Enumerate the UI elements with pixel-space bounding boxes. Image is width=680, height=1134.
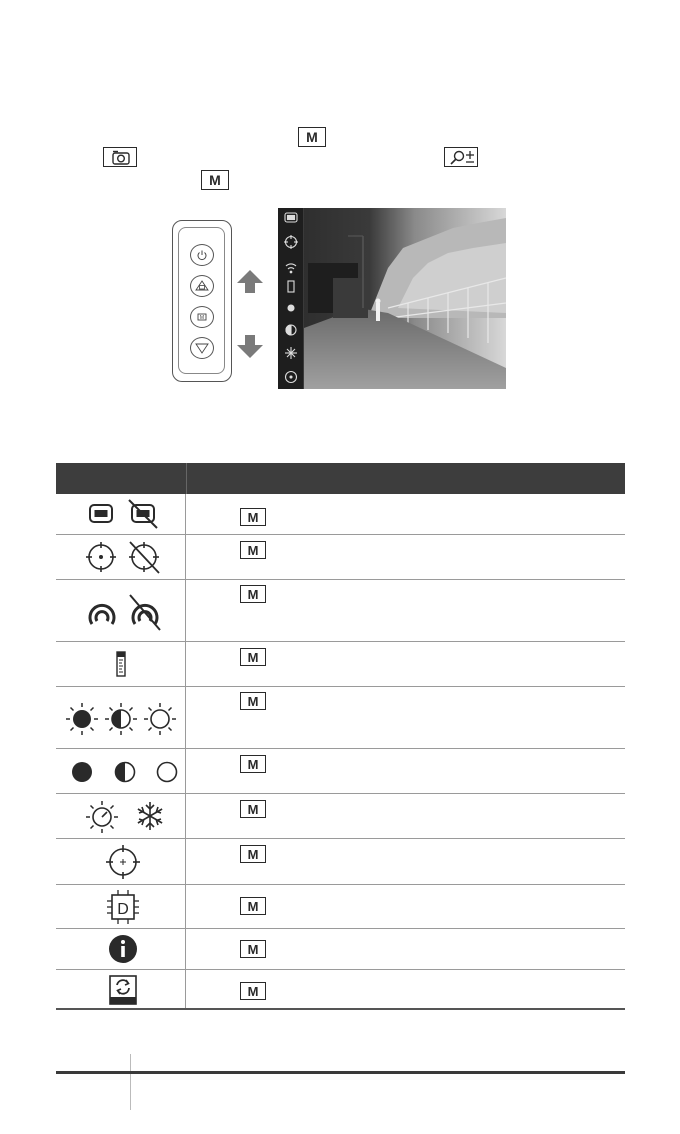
table-header — [56, 463, 625, 494]
remote-control — [172, 220, 232, 382]
table-row — [56, 642, 625, 687]
brightness-low-icon — [142, 701, 178, 737]
m-key-icon: M — [240, 692, 266, 710]
m-key-icon: M — [240, 508, 266, 526]
freeze-icon — [134, 800, 166, 832]
table-row — [56, 970, 625, 1008]
svg-text:M: M — [199, 315, 205, 321]
calibration-bar-icon — [114, 650, 128, 678]
m-key-icon: M — [240, 940, 266, 958]
reticle-on-icon — [84, 540, 118, 574]
reticle-off-icon — [126, 539, 162, 575]
m-key-icon: M — [240, 845, 266, 863]
hotspot-off-icon — [126, 592, 164, 632]
reset-icon — [109, 975, 137, 1005]
arrow-down-icon — [236, 335, 264, 359]
menu-items-table — [56, 463, 625, 1010]
defective-pixel-icon — [106, 890, 140, 924]
hotspot-on-icon — [84, 594, 120, 630]
table-row — [56, 794, 625, 839]
m-key-icon: M — [240, 800, 266, 818]
table-row — [56, 535, 625, 580]
table-row — [56, 687, 625, 749]
info-icon — [107, 933, 139, 965]
table-row — [56, 749, 625, 794]
m-key-icon: M — [240, 541, 266, 559]
m-key-icon: M — [240, 585, 266, 603]
footer-rule — [56, 1071, 625, 1074]
zoom-down-icon — [190, 337, 214, 359]
thermal-view — [278, 208, 506, 389]
m-key-icon: M — [240, 648, 266, 666]
zoom-key-icon — [444, 147, 478, 167]
m-key-icon: M — [201, 170, 229, 190]
thermal-menu-strip — [278, 208, 304, 389]
m-key-icon: M — [240, 755, 266, 773]
camera-up-icon — [190, 275, 214, 297]
brightness-mid-icon — [103, 701, 139, 737]
contrast-low-icon — [155, 760, 179, 784]
power-icon — [190, 244, 214, 266]
m-key-icon: M — [240, 982, 266, 1000]
table-row — [56, 580, 625, 642]
shutter-timer-icon — [84, 799, 120, 835]
contrast-high-icon — [70, 760, 94, 784]
brightness-high-icon — [64, 701, 100, 737]
arrow-up-icon — [236, 270, 264, 294]
table-row — [56, 929, 625, 970]
table-row — [56, 885, 625, 929]
footer-divider — [130, 1054, 131, 1110]
display-on-icon — [86, 500, 116, 528]
table-row — [56, 839, 625, 885]
zeroing-icon — [104, 843, 142, 881]
table-row — [56, 494, 625, 535]
contrast-mid-icon — [113, 760, 137, 784]
m-key-icon: M — [298, 127, 326, 147]
menu-icon — [190, 306, 214, 328]
m-key-icon: M — [240, 897, 266, 915]
display-off-icon — [126, 498, 160, 530]
camera-key-icon — [103, 147, 137, 167]
svg-text:D: D — [117, 901, 129, 918]
